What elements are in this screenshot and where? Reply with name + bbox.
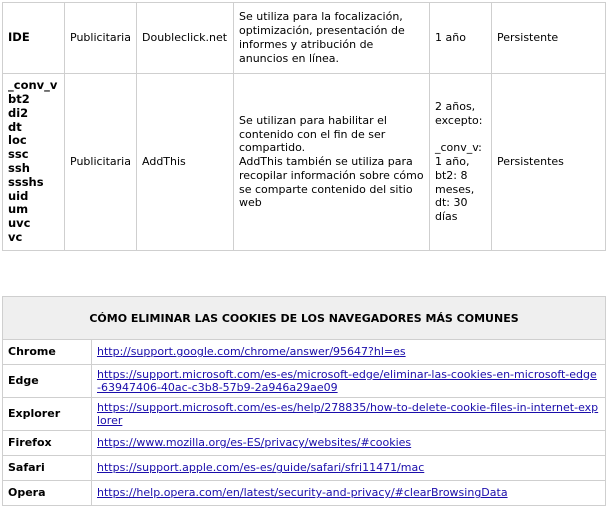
table-row bbox=[3, 481, 606, 506]
edge-help-link[interactable]: https://support.microsoft.com/es-es/microsoft-edge/eliminar-las-cookies-en-microsoft-edge-63947406-40ac-c3b8-57b9-2a946a29ae09 bbox=[97, 367, 597, 394]
browser-table-title: CÓMO ELIMINAR LAS COOKIES DE LOS NAVEGADORES MÁS COMUNES bbox=[3, 297, 606, 340]
explorer-help-link[interactable]: https://support.microsoft.com/es-es/help/278835/how-to-delete-cookie-files-in-internet-explorer bbox=[97, 400, 599, 427]
cookie-names: _conv_v bt2 di2 dt loc ssc ssh ssshs uid um uvc vc bbox=[3, 74, 65, 251]
firefox-help-link[interactable]: https://www.mozilla.org/es-ES/privacy/websites/#cookies bbox=[97, 436, 412, 450]
browser-name-explorer: Explorer bbox=[3, 398, 92, 431]
table-row bbox=[3, 74, 606, 251]
browser-link-cell bbox=[92, 481, 606, 506]
table-row bbox=[3, 340, 606, 365]
cookie-kind: Persistentes bbox=[492, 74, 606, 251]
browser-cookie-table bbox=[2, 296, 606, 506]
cookie-description: Se utiliza para la focalización, optimización, presentación de informes y atribución de anuncios en línea. bbox=[234, 3, 430, 74]
browser-link-cell bbox=[92, 456, 606, 481]
browser-link-cell bbox=[92, 340, 606, 365]
browser-link-cell bbox=[92, 431, 606, 456]
cookie-duration: 2 años, excepto: _conv_v: 1 año, bt2: 8 meses, dt: 30 días bbox=[430, 74, 492, 251]
table-row bbox=[3, 365, 606, 398]
chrome-help-link[interactable]: http://support.google.com/chrome/answer/95647?hl=es bbox=[97, 345, 406, 359]
browser-link-cell bbox=[92, 365, 606, 398]
browser-name-firefox: Firefox bbox=[3, 431, 92, 456]
browser-name-chrome: Chrome bbox=[3, 340, 92, 365]
cookie-table bbox=[2, 2, 606, 251]
safari-help-link[interactable]: https://support.apple.com/es-es/guide/safari/sfri11471/mac bbox=[97, 461, 425, 475]
cookie-type: Publicitaria bbox=[65, 3, 137, 74]
opera-help-link[interactable]: https://help.opera.com/en/latest/security-and-privacy/#clearBrowsingData bbox=[97, 486, 508, 500]
cookie-description: Se utilizan para habilitar el contenido con el fin de ser compartido. AddThis también se utiliza para recopilar información sobre cómo se comparte contenido del sitio web bbox=[234, 74, 430, 251]
cookie-type: Publicitaria bbox=[65, 74, 137, 251]
cookie-provider: AddThis bbox=[137, 74, 234, 251]
table-row bbox=[3, 431, 606, 456]
table-row bbox=[3, 3, 606, 74]
table-row bbox=[3, 398, 606, 431]
cookie-names: IDE bbox=[3, 3, 65, 74]
browser-name-edge: Edge bbox=[3, 365, 92, 398]
browser-link-cell bbox=[92, 398, 606, 431]
cookie-kind: Persistente bbox=[492, 3, 606, 74]
browser-name-safari: Safari bbox=[3, 456, 92, 481]
table-row bbox=[3, 456, 606, 481]
cookie-provider: Doubleclick.net bbox=[137, 3, 234, 74]
browser-name-opera: Opera bbox=[3, 481, 92, 506]
cookie-duration: 1 año bbox=[430, 3, 492, 74]
